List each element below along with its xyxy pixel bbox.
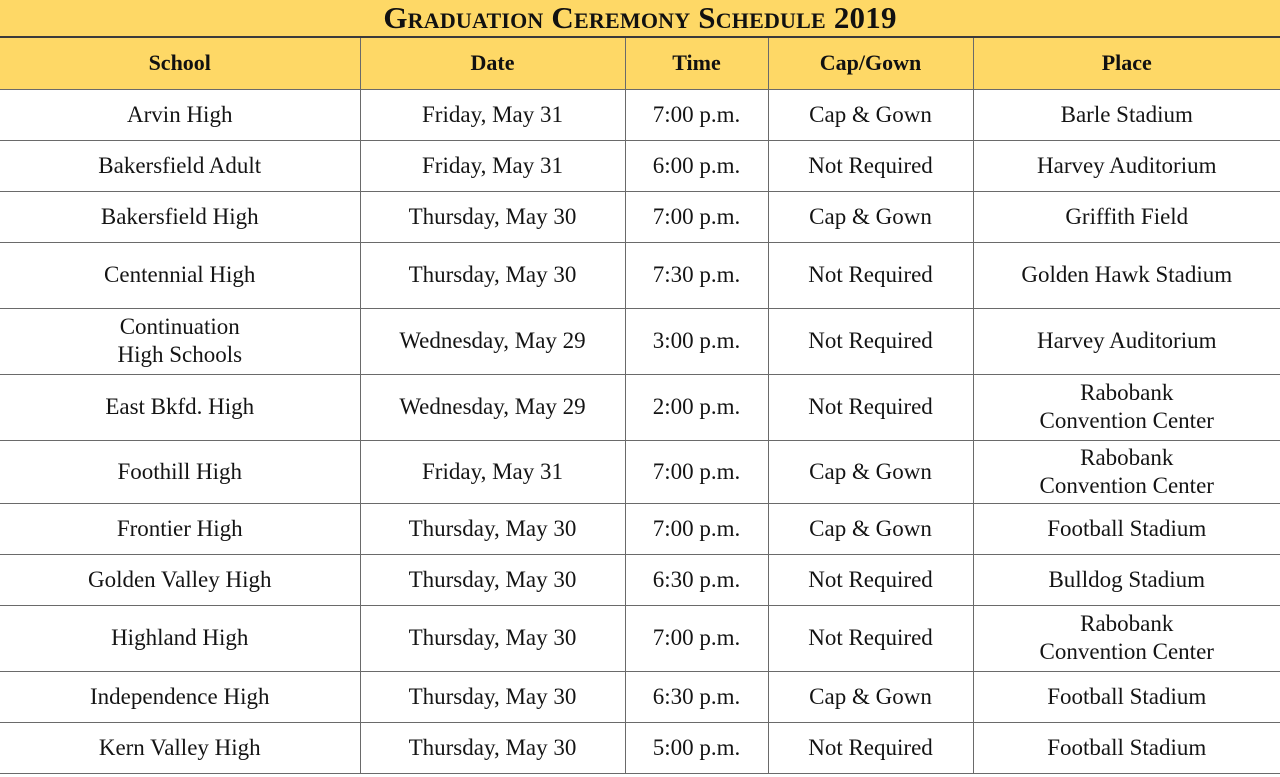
cell-date: Thursday, May 30 xyxy=(360,191,625,242)
cell-place-line: Barle Stadium xyxy=(1060,101,1193,127)
cell-place-line: Golden Hawk Stadium xyxy=(1021,262,1233,287)
cell-place xyxy=(973,605,1280,671)
cell-place xyxy=(973,308,1280,374)
cell-time: 7:00 p.m. xyxy=(625,191,768,242)
cell-school xyxy=(0,191,360,242)
cell-cap-gown: Not Required xyxy=(768,374,973,440)
cell-school-line: Kern Valley High xyxy=(98,734,261,760)
cell-place-line: Convention Center xyxy=(1039,639,1214,664)
cell-date: Wednesday, May 29 xyxy=(360,374,625,440)
table-row xyxy=(0,140,1280,191)
cell-place-line: Football Stadium xyxy=(1047,734,1207,760)
cell-time: 7:00 p.m. xyxy=(625,440,768,503)
cell-school xyxy=(0,89,360,140)
cell-date: Thursday, May 30 xyxy=(360,242,625,308)
cell-place xyxy=(973,503,1280,554)
cell-cap-gown: Not Required xyxy=(768,140,973,191)
header-row xyxy=(0,38,1280,89)
table-row xyxy=(0,554,1280,605)
cell-date: Thursday, May 30 xyxy=(360,671,625,722)
cell-time: 7:30 p.m. xyxy=(625,242,768,308)
cell-time: 6:30 p.m. xyxy=(625,671,768,722)
cell-place xyxy=(973,671,1280,722)
cell-cap-gown: Cap & Gown xyxy=(768,89,973,140)
table-row xyxy=(0,503,1280,554)
cell-date: Friday, May 31 xyxy=(360,140,625,191)
cell-school-line: Bakersfield High xyxy=(100,203,259,229)
cell-school xyxy=(0,722,360,773)
cell-cap-gown: Not Required xyxy=(768,554,973,605)
cell-place xyxy=(973,554,1280,605)
cell-school-line: Foothill High xyxy=(117,458,243,484)
table-row xyxy=(0,308,1280,374)
cell-school-line: Continuation xyxy=(119,314,240,339)
cell-time: 7:00 p.m. xyxy=(625,503,768,554)
table-body xyxy=(0,89,1280,773)
cell-place xyxy=(973,191,1280,242)
cell-cap-gown: Cap & Gown xyxy=(768,671,973,722)
column-header-date: Date xyxy=(360,38,625,89)
cell-place-line: Rabobank xyxy=(1080,611,1174,636)
table-row xyxy=(0,671,1280,722)
cell-place xyxy=(973,140,1280,191)
cell-school xyxy=(0,140,360,191)
cell-time: 3:00 p.m. xyxy=(625,308,768,374)
cell-place xyxy=(973,242,1280,308)
cell-place-line: Rabobank xyxy=(1080,380,1174,405)
cell-date: Friday, May 31 xyxy=(360,440,625,503)
cell-time: 5:00 p.m. xyxy=(625,722,768,773)
column-header-cap-gown: Cap/Gown xyxy=(768,38,973,89)
cell-school-line: Golden Valley High xyxy=(87,566,272,592)
cell-school xyxy=(0,440,360,503)
cell-cap-gown: Cap & Gown xyxy=(768,440,973,503)
cell-school-line: Frontier High xyxy=(116,515,243,541)
column-header-place: Place xyxy=(973,38,1280,89)
cell-school xyxy=(0,554,360,605)
cell-cap-gown: Cap & Gown xyxy=(768,503,973,554)
cell-school xyxy=(0,308,360,374)
cell-place xyxy=(973,440,1280,503)
cell-cap-gown: Not Required xyxy=(768,308,973,374)
cell-place-line: Convention Center xyxy=(1039,408,1214,433)
cell-school-line: Arvin High xyxy=(127,101,233,127)
cell-school-line: Bakersfield Adult xyxy=(98,152,262,178)
cell-place xyxy=(973,89,1280,140)
cell-cap-gown: Not Required xyxy=(768,242,973,308)
cell-school xyxy=(0,503,360,554)
cell-school xyxy=(0,671,360,722)
cell-place-line: Harvey Auditorium xyxy=(1037,328,1217,353)
cell-school xyxy=(0,242,360,308)
cell-place-line: Football Stadium xyxy=(1047,515,1207,541)
table-row xyxy=(0,440,1280,503)
cell-date: Thursday, May 30 xyxy=(360,722,625,773)
cell-place-line: Harvey Auditorium xyxy=(1037,152,1217,178)
cell-time: 6:30 p.m. xyxy=(625,554,768,605)
cell-date: Thursday, May 30 xyxy=(360,503,625,554)
column-header-time: Time xyxy=(625,38,768,89)
page-title: Graduation Ceremony Schedule 2019 xyxy=(0,0,1280,38)
cell-place xyxy=(973,374,1280,440)
table-row xyxy=(0,722,1280,773)
cell-cap-gown: Cap & Gown xyxy=(768,191,973,242)
cell-place-line: Rabobank xyxy=(1080,444,1174,470)
cell-school-line: East Bkfd. High xyxy=(105,394,255,419)
table-row xyxy=(0,374,1280,440)
cell-date: Wednesday, May 29 xyxy=(360,308,625,374)
cell-cap-gown: Not Required xyxy=(768,605,973,671)
table-row xyxy=(0,242,1280,308)
cell-place-line: Griffith Field xyxy=(1065,203,1189,229)
table-row xyxy=(0,191,1280,242)
cell-time: 2:00 p.m. xyxy=(625,374,768,440)
cell-date: Friday, May 31 xyxy=(360,89,625,140)
schedule-table xyxy=(0,38,1280,774)
cell-school-line: High Schools xyxy=(117,342,243,367)
cell-time: 6:00 p.m. xyxy=(625,140,768,191)
cell-school-line: Highland High xyxy=(111,625,249,650)
cell-place-line: Bulldog Stadium xyxy=(1048,566,1206,592)
cell-school xyxy=(0,374,360,440)
table-row xyxy=(0,605,1280,671)
table-row xyxy=(0,89,1280,140)
cell-school-line: Independence High xyxy=(90,683,270,709)
cell-time: 7:00 p.m. xyxy=(625,605,768,671)
cell-cap-gown: Not Required xyxy=(768,722,973,773)
cell-school xyxy=(0,605,360,671)
cell-place-line: Football Stadium xyxy=(1047,683,1207,709)
cell-place xyxy=(973,722,1280,773)
cell-place-line: Convention Center xyxy=(1039,472,1214,498)
cell-date: Thursday, May 30 xyxy=(360,605,625,671)
cell-time: 7:00 p.m. xyxy=(625,89,768,140)
cell-date: Thursday, May 30 xyxy=(360,554,625,605)
column-header-school: School xyxy=(0,38,360,89)
cell-school-line: Centennial High xyxy=(104,262,256,287)
